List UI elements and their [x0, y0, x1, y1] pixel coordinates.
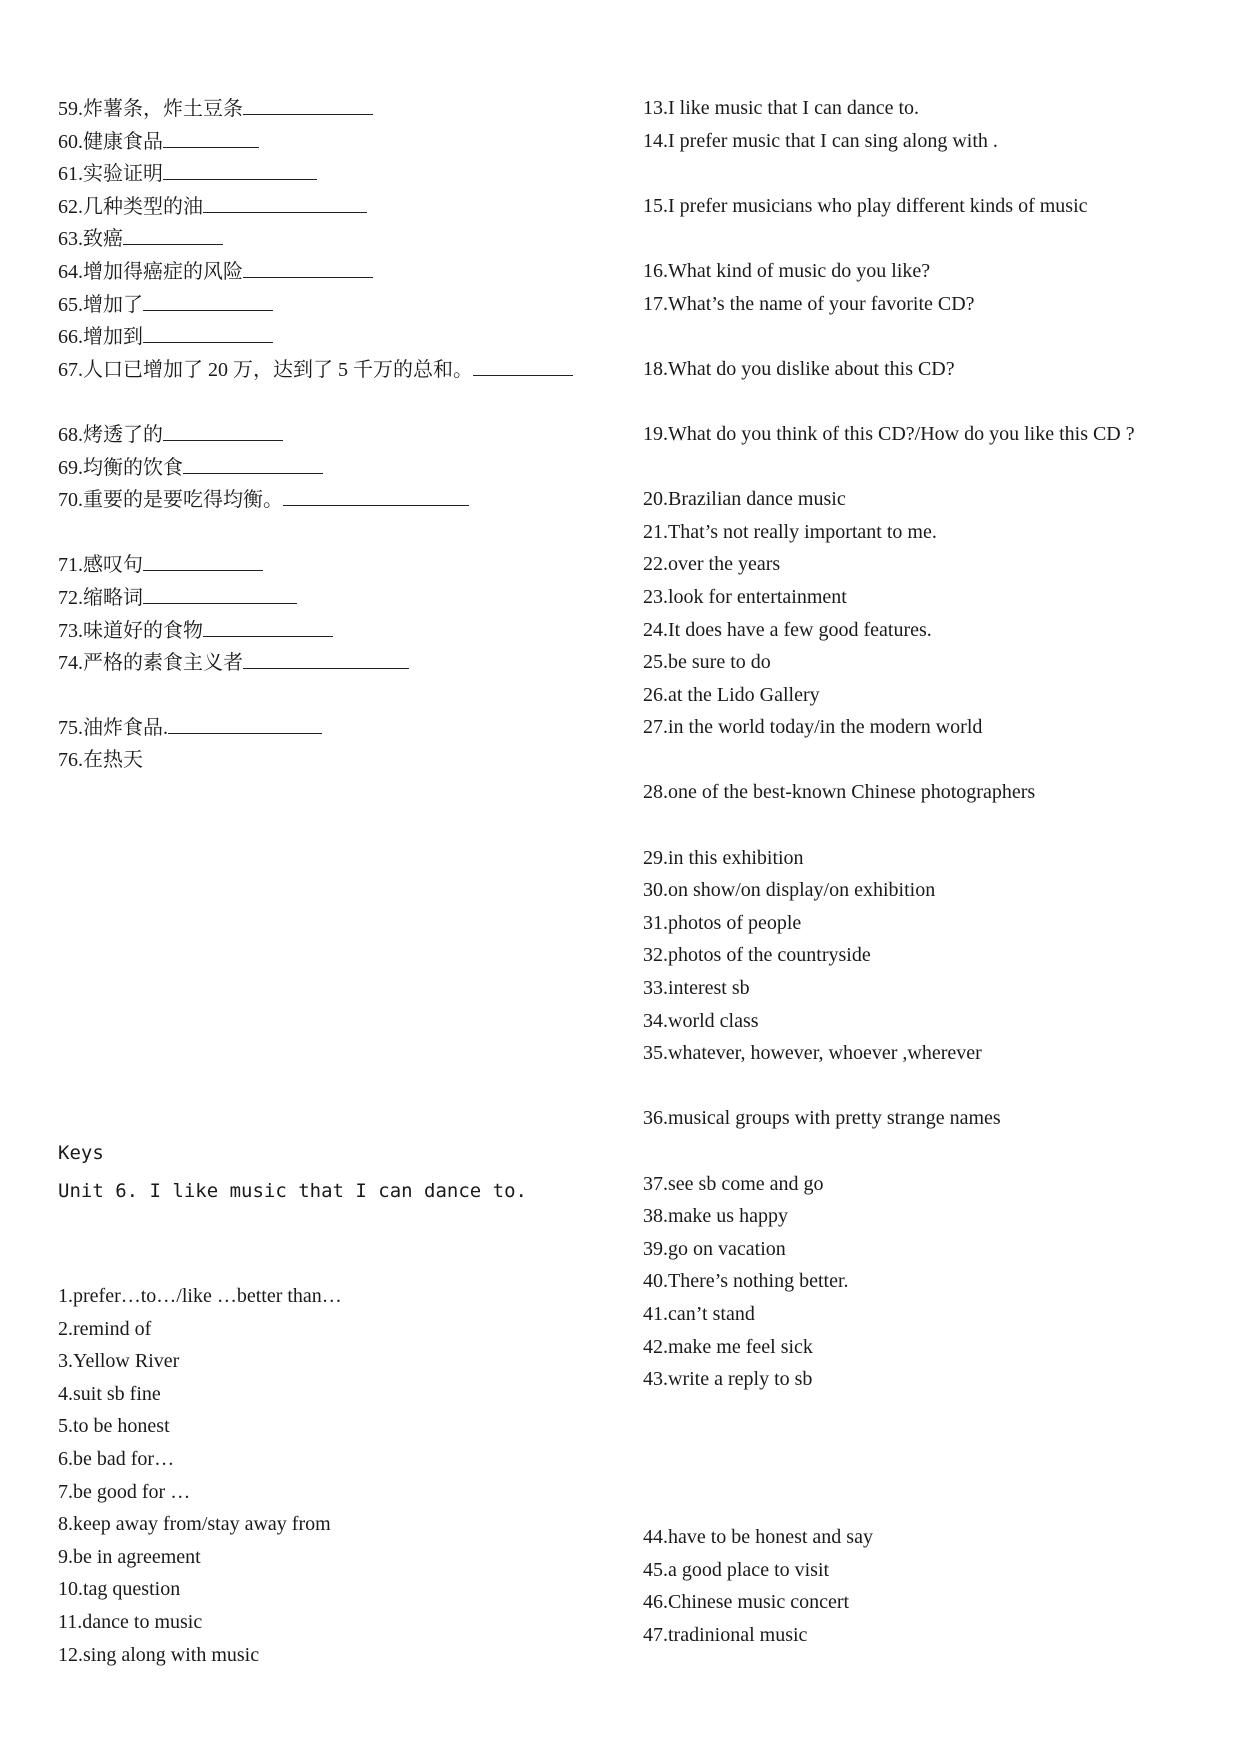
item-text: 17.What’s the name of your favorite CD?	[643, 292, 975, 315]
list-item	[643, 646, 1203, 679]
list-item	[58, 711, 618, 744]
list-item	[58, 581, 618, 614]
item-text: 61.实验证明	[58, 163, 163, 186]
item-text: 73.味道好的食物	[58, 619, 203, 642]
spacer	[643, 1135, 1203, 1168]
item-text: 9.be in agreement	[58, 1545, 201, 1568]
list-item	[58, 1410, 618, 1443]
item-text: 2.remind of	[58, 1317, 152, 1340]
answer-blank	[183, 451, 323, 474]
spacer	[643, 1070, 1203, 1103]
list-item	[643, 581, 1203, 614]
item-text: 36.musical groups with pretty strange names	[643, 1107, 1001, 1130]
item-text: 42.make me feel sick	[643, 1335, 813, 1358]
list-item	[58, 125, 618, 158]
item-text: 7.be good for …	[58, 1480, 191, 1503]
item-text: 71.感叹句	[58, 554, 143, 577]
item-text: 35.whatever, however, whoever ,wherever	[643, 1042, 982, 1065]
item-text: 11.dance to music	[58, 1610, 203, 1633]
list-item	[643, 516, 1203, 549]
list-item	[643, 907, 1203, 940]
item-text: 19.What do you think of this CD?/How do you like this CD ?	[643, 422, 1135, 445]
item-text: 10.tag question	[58, 1578, 181, 1601]
item-text: 41.can’t stand	[643, 1302, 755, 1325]
answer-blank	[243, 646, 409, 669]
spacer	[643, 157, 1203, 190]
item-text: 12.sing along with music	[58, 1643, 260, 1666]
item-text: 23.look for entertainment	[643, 585, 847, 608]
item-text: 45.a good place to visit	[643, 1558, 830, 1581]
item-text: 18.What do you dislike about this CD?	[643, 357, 955, 380]
item-text: 70.重要的是要吃得均衡。	[58, 489, 283, 512]
list-item	[643, 614, 1203, 647]
list-item	[58, 353, 618, 386]
list-item	[643, 1233, 1203, 1266]
item-text: 16.What kind of music do you like?	[643, 259, 931, 282]
item-text: 32.photos of the countryside	[643, 944, 871, 967]
item-text: 26.at the Lido Gallery	[643, 683, 820, 706]
item-text: 39.go on vacation	[643, 1237, 786, 1260]
item-text: 29.in this exhibition	[643, 846, 804, 869]
answer-list-left	[58, 1280, 618, 1671]
item-text: 65.增加了	[58, 293, 143, 316]
spacer	[58, 385, 618, 418]
list-item	[58, 255, 618, 288]
list-item	[58, 548, 618, 581]
list-item	[58, 288, 618, 321]
list-item	[643, 776, 1203, 809]
list-item	[58, 222, 618, 255]
item-text: 67.人口已增加了 20 万，达到了 5 千万的总和。	[58, 358, 473, 381]
answer-blank	[143, 288, 273, 311]
item-text: 60.健康食品	[58, 130, 163, 153]
list-item	[643, 1619, 1203, 1652]
list-item	[643, 548, 1203, 581]
answer-list-right-bottom	[643, 1521, 1203, 1651]
answer-blank	[243, 92, 373, 115]
list-item	[643, 1265, 1203, 1298]
item-text: 4.suit sb fine	[58, 1382, 161, 1405]
list-item	[643, 1005, 1203, 1038]
item-text: 14.I prefer music that I can sing along with .	[643, 129, 998, 152]
spacer	[643, 744, 1203, 777]
answer-blank	[203, 190, 367, 213]
item-text: 5.to be honest	[58, 1415, 170, 1438]
item-text: 69.均衡的饮食	[58, 456, 183, 479]
list-item	[643, 418, 1203, 451]
item-text: 21.That’s not really important to me.	[643, 520, 937, 543]
item-text: 47.tradinional music	[643, 1623, 808, 1646]
item-text: 37.see sb come and go	[643, 1172, 824, 1195]
list-item	[643, 1363, 1203, 1396]
list-item	[58, 157, 618, 190]
spacer	[643, 451, 1203, 484]
list-item	[643, 1037, 1203, 1070]
list-item	[58, 483, 618, 516]
list-item	[58, 1280, 618, 1313]
answer-blank	[473, 353, 573, 376]
answer-blank	[283, 483, 469, 506]
item-text: 44.have to be honest and say	[643, 1526, 873, 1548]
list-item	[58, 1345, 618, 1378]
item-text: 38.make us happy	[643, 1205, 788, 1228]
list-item	[58, 92, 618, 125]
list-item	[643, 1331, 1203, 1364]
item-text: 62.几种类型的油	[58, 195, 203, 218]
answer-blank	[143, 320, 273, 343]
answer-list-right	[643, 92, 1203, 1396]
list-item	[58, 1508, 618, 1541]
spacer	[643, 809, 1203, 842]
list-item	[58, 646, 618, 679]
answer-blank	[203, 614, 333, 637]
list-item	[643, 842, 1203, 875]
spacer	[58, 516, 618, 549]
item-text: 33.interest sb	[643, 977, 750, 1000]
list-item	[58, 1639, 618, 1672]
item-text: 3.Yellow River	[58, 1350, 180, 1373]
list-item	[643, 1102, 1203, 1135]
list-item	[643, 972, 1203, 1005]
item-text: 43.write a reply to sb	[643, 1368, 813, 1391]
list-item	[643, 92, 1203, 125]
answer-blank	[143, 581, 297, 604]
exercise-list-left	[58, 92, 618, 776]
item-text: 6.be bad for…	[58, 1447, 175, 1470]
spacer	[643, 320, 1203, 353]
item-text: 63.致癌	[58, 228, 123, 251]
item-text: 68.烤透了的	[58, 423, 163, 446]
list-item	[58, 1313, 618, 1346]
list-item	[58, 1476, 618, 1509]
list-item	[643, 288, 1203, 321]
list-item	[58, 744, 618, 777]
list-item	[58, 418, 618, 451]
list-item	[58, 1573, 618, 1606]
item-text: 34.world class	[643, 1009, 759, 1032]
list-item	[643, 1554, 1203, 1587]
item-text: 28.one of the best-known Chinese photographers	[643, 781, 1036, 804]
spacer	[643, 385, 1203, 418]
list-item	[58, 1443, 618, 1476]
list-item	[643, 125, 1203, 158]
list-item	[643, 1168, 1203, 1201]
item-text: 66.增加到	[58, 326, 143, 349]
list-item	[58, 190, 618, 223]
list-item	[643, 711, 1203, 744]
item-text: 30.on show/on display/on exhibition	[643, 879, 936, 902]
item-text: 75.油炸食品.	[58, 717, 168, 740]
item-text: 24.It does have a few good features.	[643, 618, 932, 641]
item-text: 25.be sure to do	[643, 651, 771, 674]
item-text: 72.缩略词	[58, 586, 143, 609]
list-item	[643, 190, 1203, 223]
item-text: 22.over the years	[643, 553, 781, 576]
list-item	[643, 1521, 1203, 1554]
list-item	[58, 451, 618, 484]
keys-heading: Keys	[58, 1142, 104, 1164]
answer-blank	[143, 548, 263, 571]
answer-blank	[168, 711, 322, 734]
answer-blank	[243, 255, 373, 278]
item-text: 8.keep away from/stay away from	[58, 1513, 331, 1536]
spacer	[643, 222, 1203, 255]
item-text: 46.Chinese music concert	[643, 1591, 850, 1614]
item-text: 31.photos of people	[643, 911, 802, 934]
spacer	[58, 679, 618, 712]
list-item	[643, 679, 1203, 712]
list-item	[643, 255, 1203, 288]
list-item	[58, 1606, 618, 1639]
item-text: 64.增加得癌症的风险	[58, 260, 243, 283]
list-item	[643, 353, 1203, 386]
list-item	[643, 939, 1203, 972]
keys-section	[58, 1135, 527, 1211]
answer-blank	[123, 222, 223, 245]
item-text: 40.There’s nothing better.	[643, 1270, 849, 1293]
list-item	[58, 1541, 618, 1574]
item-text: 74.严格的素食主义者	[58, 652, 243, 675]
list-item	[643, 874, 1203, 907]
item-text: 59.炸薯条，炸土豆条	[58, 98, 243, 120]
list-item	[643, 483, 1203, 516]
list-item	[58, 1378, 618, 1411]
answer-blank	[163, 125, 259, 148]
list-item	[643, 1200, 1203, 1233]
item-text: 15.I prefer musicians who play different kinds of music	[643, 194, 1088, 217]
answer-blank	[163, 418, 283, 441]
item-text: 13.I like music that I can dance to.	[643, 97, 920, 119]
item-text: 76.在热天	[58, 748, 143, 771]
list-item	[58, 320, 618, 353]
list-item	[643, 1298, 1203, 1331]
item-text: 27.in the world today/in the modern world	[643, 716, 983, 739]
list-item	[643, 1586, 1203, 1619]
answer-blank	[163, 157, 317, 180]
unit-title: Unit 6. I like music that I can dance to.	[58, 1180, 527, 1202]
item-text: 20.Brazilian dance music	[643, 488, 846, 511]
list-item	[58, 614, 618, 647]
item-text: 1.prefer…to…/like …better than…	[58, 1285, 342, 1307]
